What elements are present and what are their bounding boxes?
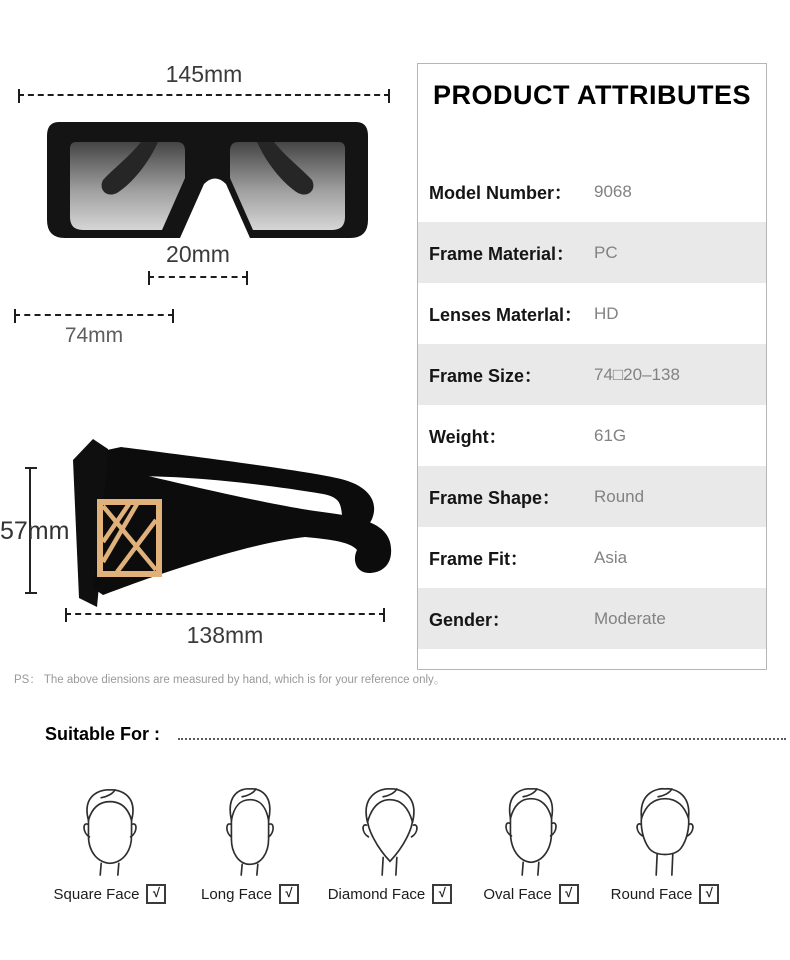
suitable-for-heading: Suitable For : <box>45 724 161 744</box>
attr-value: Round <box>594 486 645 506</box>
table-rows <box>418 161 766 649</box>
face-option-round <box>580 884 750 904</box>
face-label-text: Oval Face <box>483 885 552 903</box>
right-lens <box>230 142 345 230</box>
check-box: √ <box>279 884 299 904</box>
attr-label: Frame Shape <box>429 487 543 508</box>
table-row <box>418 588 766 649</box>
attr-colon: ： <box>510 548 529 569</box>
sunglasses-side-view <box>63 420 393 615</box>
face-label-text: Round Face <box>610 885 693 903</box>
temple-length-dimension-line <box>65 613 385 615</box>
front-width-dimension-line <box>18 94 390 96</box>
face-label-text: Square Face <box>53 885 140 903</box>
check-box: √ <box>432 884 452 904</box>
attr-label: Model Number <box>429 182 555 203</box>
attr-value: 9068 <box>594 181 632 201</box>
attributes-table <box>417 63 767 670</box>
attr-label: Lenses Materlal <box>429 304 565 325</box>
attr-label: Frame Fit <box>429 548 511 569</box>
ps-note: PS： The above diensions are measured by hand, which is for your reference only。 <box>14 674 446 686</box>
attr-value: PC <box>594 242 618 262</box>
lens-width-label: 74mm <box>64 324 124 347</box>
round-face-figure <box>625 785 705 878</box>
attr-colon: ： <box>542 487 561 508</box>
attr-colon: ： <box>564 304 583 325</box>
temple-length-label: 138mm <box>186 622 264 648</box>
attr-value: 74□20–138 <box>594 364 680 384</box>
attr-value: HD <box>594 303 619 323</box>
attr-label: Frame Material <box>429 243 557 264</box>
check-box: √ <box>559 884 579 904</box>
table-row <box>418 283 766 344</box>
table-row <box>418 527 766 588</box>
dotted-leader <box>178 738 786 740</box>
long-face-figure <box>210 785 290 878</box>
attr-label: Frame Size <box>429 365 525 386</box>
front-width-label: 145mm <box>165 61 243 87</box>
diamond-face-figure <box>350 785 430 878</box>
bridge-width-label: 20mm <box>166 241 230 267</box>
table-title: PRODUCT ATTRIBUTES <box>433 80 751 110</box>
attr-value: Asia <box>594 547 628 567</box>
table-row <box>418 405 766 466</box>
bridge-width-dimension-line <box>148 276 248 278</box>
attr-colon: ： <box>524 365 543 386</box>
table-row <box>418 161 766 222</box>
left-lens <box>70 142 185 230</box>
check-box: √ <box>146 884 166 904</box>
attr-value: 61G <box>594 425 627 445</box>
attr-colon: ： <box>492 609 511 630</box>
lens-width-dimension-line <box>14 314 174 316</box>
table-row <box>418 466 766 527</box>
attr-value: Moderate <box>594 608 666 628</box>
face-label-text: Long Face <box>201 885 272 903</box>
sunglasses-front-view <box>45 120 370 242</box>
attr-label: Gender <box>429 609 493 630</box>
attr-colon: ： <box>554 182 573 203</box>
oval-face-figure <box>491 785 571 878</box>
square-face-figure <box>70 785 150 878</box>
lens-height-label: 57mm <box>0 517 70 545</box>
table-row <box>418 222 766 283</box>
attr-colon: ： <box>488 426 507 447</box>
check-box: √ <box>699 884 719 904</box>
attr-colon: ： <box>556 243 575 264</box>
face-label-text: Diamond Face <box>327 885 426 903</box>
attr-label: Weight <box>429 426 489 447</box>
table-row <box>418 344 766 405</box>
